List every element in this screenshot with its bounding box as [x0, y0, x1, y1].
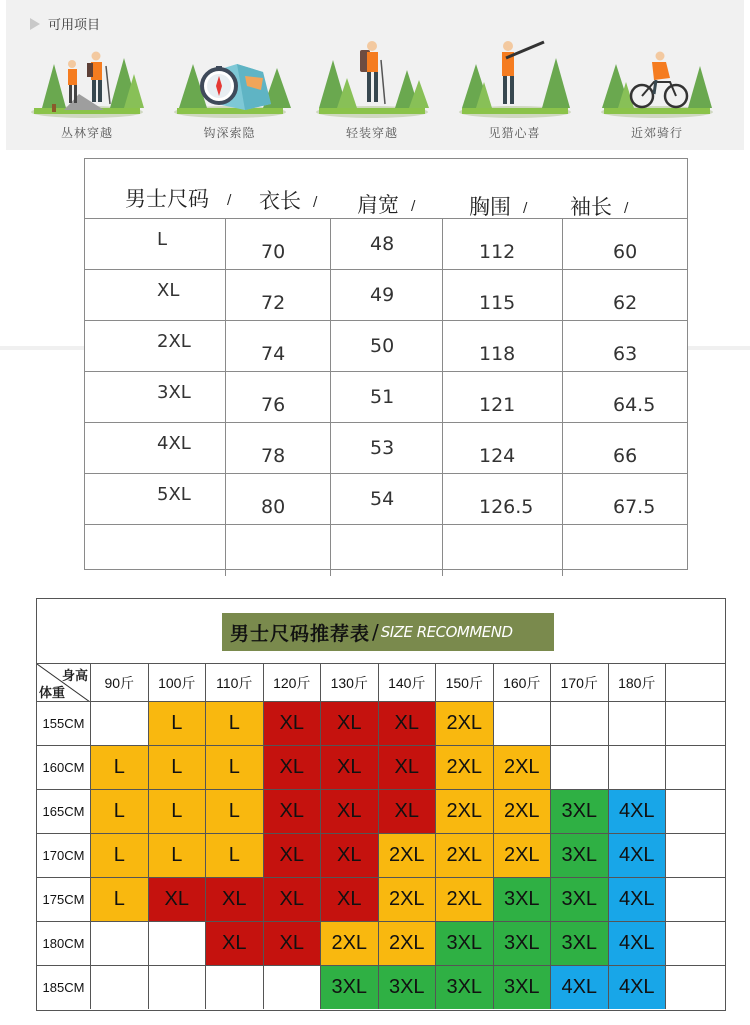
size-value: 124 — [479, 445, 516, 467]
size-value: 126.5 — [479, 496, 534, 518]
recommend-cell: 3XL — [435, 922, 493, 965]
recommend-cell: L — [90, 878, 148, 921]
weight-header-cell: 160斤 — [493, 664, 551, 701]
backpacker-icon — [309, 34, 435, 120]
activity-item — [450, 34, 580, 141]
size-table-row — [85, 270, 687, 321]
recommend-cell — [608, 746, 666, 789]
recommend-cell — [148, 966, 206, 1009]
size-value: 115 — [479, 292, 516, 314]
recommend-cell: XL — [320, 834, 378, 877]
weight-header-cell: 150斤 — [435, 664, 493, 701]
header-label: 袖长 — [570, 195, 612, 219]
recommend-cell — [550, 746, 608, 789]
size-value: 80 — [261, 496, 286, 518]
header-shoulder — [355, 159, 435, 219]
recommend-cell — [90, 922, 148, 965]
size-value: 70 — [261, 241, 286, 263]
recommend-cell: 2XL — [378, 922, 436, 965]
activity-item — [165, 34, 295, 141]
size-value: 118 — [479, 343, 516, 365]
recommend-cell: XL — [263, 922, 321, 965]
recommend-cell: 3XL — [435, 966, 493, 1009]
size-table-row — [85, 423, 687, 474]
activity-item — [22, 34, 152, 141]
recommend-cell — [205, 966, 263, 1009]
size-table-cell — [85, 474, 225, 524]
compass-map-icon — [167, 34, 293, 120]
recommend-cell — [665, 702, 725, 745]
size-value: 62 — [613, 292, 638, 314]
activity-item — [307, 34, 437, 141]
recommend-cell — [90, 702, 148, 745]
recommend-title: 男士尺码推荐表 — [230, 622, 371, 645]
recommend-cell: 2XL — [493, 746, 551, 789]
size-table-row — [85, 474, 687, 525]
size-value: 78 — [261, 445, 286, 467]
size-value: 67.5 — [613, 496, 656, 518]
header-slash: / — [411, 199, 416, 214]
recommend-cell: 4XL — [608, 878, 666, 921]
corner-weight-label: 体重 — [39, 686, 66, 701]
height-label: 170CM — [42, 848, 85, 863]
recommend-cell: 4XL — [608, 834, 666, 877]
size-table-cell — [85, 423, 225, 473]
size-label: 5XL — [157, 484, 191, 505]
height-label: 160CM — [42, 760, 85, 775]
recommend-cell: XL — [148, 878, 206, 921]
recommend-cell — [608, 702, 666, 745]
size-label: 3XL — [157, 382, 191, 403]
recommend-cell: 3XL — [550, 834, 608, 877]
hunter-icon — [452, 34, 578, 120]
recommend-cell: L — [90, 746, 148, 789]
recommend-cell — [263, 966, 321, 1009]
weight-header-cell: 140斤 — [378, 664, 436, 701]
recommend-cell — [665, 922, 725, 965]
recommend-cell: XL — [320, 702, 378, 745]
recommend-cell: L — [205, 746, 263, 789]
height-label: 155CM — [42, 716, 85, 731]
size-value: 60 — [613, 241, 638, 263]
recommend-row — [37, 877, 725, 921]
recommend-cell: 3XL — [550, 922, 608, 965]
recommend-cell: 4XL — [550, 966, 608, 1009]
recommend-cell: L — [205, 834, 263, 877]
recommend-row — [37, 745, 725, 789]
size-value: 76 — [261, 394, 286, 416]
size-value: 48 — [370, 233, 395, 255]
header-label: 男士尺码 — [125, 187, 209, 211]
recommend-cell: XL — [263, 790, 321, 833]
recommend-cell: 3XL — [493, 922, 551, 965]
size-value: 63 — [613, 343, 638, 365]
recommend-cell: XL — [320, 746, 378, 789]
recommend-cell: XL — [205, 878, 263, 921]
recommend-cell: 3XL — [320, 966, 378, 1009]
activity-label: 轻装穿越 — [345, 126, 398, 140]
recommend-row — [37, 789, 725, 833]
size-value: 50 — [370, 335, 395, 357]
size-table-cell — [562, 525, 689, 576]
size-table-row — [85, 525, 687, 576]
recommend-cell: 2XL — [435, 702, 493, 745]
size-recommend-table — [36, 598, 726, 1011]
header-slash: / — [523, 201, 528, 216]
recommend-cell: 2XL — [378, 834, 436, 877]
recommend-cell — [665, 966, 725, 1009]
recommend-row — [37, 965, 725, 1009]
section-title: 可用项目 — [48, 18, 101, 33]
header-sleeve — [568, 159, 648, 219]
weight-header-cell: 110斤 — [205, 664, 263, 701]
recommend-cell: L — [148, 790, 206, 833]
header-size — [85, 159, 232, 219]
size-table-cell — [330, 525, 442, 576]
recommend-cell: 2XL — [493, 834, 551, 877]
recommend-cell: 4XL — [608, 790, 666, 833]
weight-header-cell: 90斤 — [90, 664, 148, 701]
recommend-cell: 2XL — [378, 878, 436, 921]
recommend-cell: L — [90, 834, 148, 877]
recommend-cell: 2XL — [493, 790, 551, 833]
size-value: 72 — [261, 292, 286, 314]
activity-label: 丛林穿越 — [60, 126, 113, 140]
height-label: 175CM — [42, 892, 85, 907]
size-table-header — [85, 159, 687, 219]
height-label: 185CM — [42, 980, 85, 995]
recommend-cell: XL — [205, 922, 263, 965]
recommend-cell: L — [205, 790, 263, 833]
size-table-cell — [85, 270, 225, 320]
size-table-cell — [85, 525, 225, 576]
size-value: 51 — [370, 386, 395, 408]
recommend-cell: XL — [263, 834, 321, 877]
height-label: 165CM — [42, 804, 85, 819]
recommend-cell: XL — [320, 878, 378, 921]
size-table-cell — [225, 525, 330, 576]
weight-header-cell: 170斤 — [550, 664, 608, 701]
header-label: 肩宽 — [357, 193, 399, 217]
activity-label: 见猎心喜 — [488, 126, 541, 140]
header-slash: / — [227, 193, 232, 208]
activity-label: 钩深索隐 — [203, 126, 256, 140]
triangle-arrow-icon — [30, 18, 40, 30]
recommend-cell — [493, 702, 551, 745]
activity-list — [22, 34, 722, 141]
size-table-cell — [85, 372, 225, 422]
recommend-cell: 2XL — [435, 834, 493, 877]
recommend-cell: 3XL — [550, 878, 608, 921]
recommend-cell: 4XL — [608, 966, 666, 1009]
recommend-cell: 2XL — [320, 922, 378, 965]
recommend-cell — [665, 746, 725, 789]
recommend-cell: 4XL — [608, 922, 666, 965]
recommend-cell: 3XL — [493, 966, 551, 1009]
size-value: 74 — [261, 343, 286, 365]
recommend-cell: L — [148, 746, 206, 789]
size-label: L — [157, 229, 168, 250]
recommend-cell: XL — [263, 878, 321, 921]
header-slash: / — [624, 201, 629, 216]
recommend-row — [37, 921, 725, 965]
recommend-cell: XL — [378, 790, 436, 833]
recommend-cell: L — [148, 702, 206, 745]
recommend-cell — [90, 966, 148, 1009]
header-chest — [467, 159, 547, 219]
header-label: 胸围 — [469, 195, 511, 219]
recommend-cell — [148, 922, 206, 965]
recommend-row — [37, 833, 725, 877]
size-table-row — [85, 372, 687, 423]
recommend-row — [37, 701, 725, 745]
weight-header-cell: 130斤 — [320, 664, 378, 701]
recommend-cell: L — [205, 702, 263, 745]
size-value: 112 — [479, 241, 516, 263]
size-value: 66 — [613, 445, 638, 467]
recommend-cell — [665, 834, 725, 877]
recommend-cell: XL — [378, 746, 436, 789]
recommend-title-bar — [222, 613, 554, 651]
corner-height-label: 身高 — [61, 669, 88, 684]
size-table-cell — [442, 525, 562, 576]
size-table-row — [85, 321, 687, 372]
size-table-cell — [85, 219, 225, 269]
recommend-cell: XL — [320, 790, 378, 833]
recommend-cell — [550, 702, 608, 745]
recommend-cell: 2XL — [435, 746, 493, 789]
weight-header-cell: 120斤 — [263, 664, 321, 701]
recommend-title-separator: / — [372, 620, 379, 644]
recommend-cell: L — [90, 790, 148, 833]
size-label: XL — [157, 280, 180, 301]
recommend-cell: XL — [263, 746, 321, 789]
hikers-icon — [24, 34, 150, 120]
header-length — [257, 159, 337, 219]
size-table-cell — [85, 321, 225, 371]
recommend-subtitle: SIZE RECOMMEND — [380, 623, 513, 641]
weight-header-cell — [665, 664, 725, 701]
size-table — [84, 158, 688, 570]
size-value: 121 — [479, 394, 516, 416]
recommend-cell: XL — [378, 702, 436, 745]
size-value: 49 — [370, 284, 395, 306]
recommend-cell: L — [148, 834, 206, 877]
recommend-cell — [665, 790, 725, 833]
size-label: 2XL — [157, 331, 191, 352]
header-label: 衣长 — [259, 189, 301, 213]
header-slash: / — [313, 195, 318, 210]
activity-item — [592, 34, 722, 141]
height-label: 180CM — [42, 936, 85, 951]
size-value: 64.5 — [613, 394, 656, 416]
recommend-cell: XL — [263, 702, 321, 745]
recommend-cell: 3XL — [378, 966, 436, 1009]
weight-header-cell: 100斤 — [148, 664, 206, 701]
recommend-cell — [665, 878, 725, 921]
cyclist-icon — [594, 34, 720, 120]
section-header — [30, 14, 100, 33]
recommend-header-row — [37, 663, 725, 701]
recommend-cell: 3XL — [493, 878, 551, 921]
size-label: 4XL — [157, 433, 191, 454]
recommend-cell: 3XL — [550, 790, 608, 833]
activity-label: 近郊骑行 — [630, 126, 683, 140]
size-value: 53 — [370, 437, 395, 459]
size-value: 54 — [370, 488, 395, 510]
recommend-corner — [37, 664, 90, 702]
recommend-cell: 2XL — [435, 878, 493, 921]
recommend-cell: 2XL — [435, 790, 493, 833]
weight-header-cell: 180斤 — [608, 664, 666, 701]
size-table-row — [85, 219, 687, 270]
